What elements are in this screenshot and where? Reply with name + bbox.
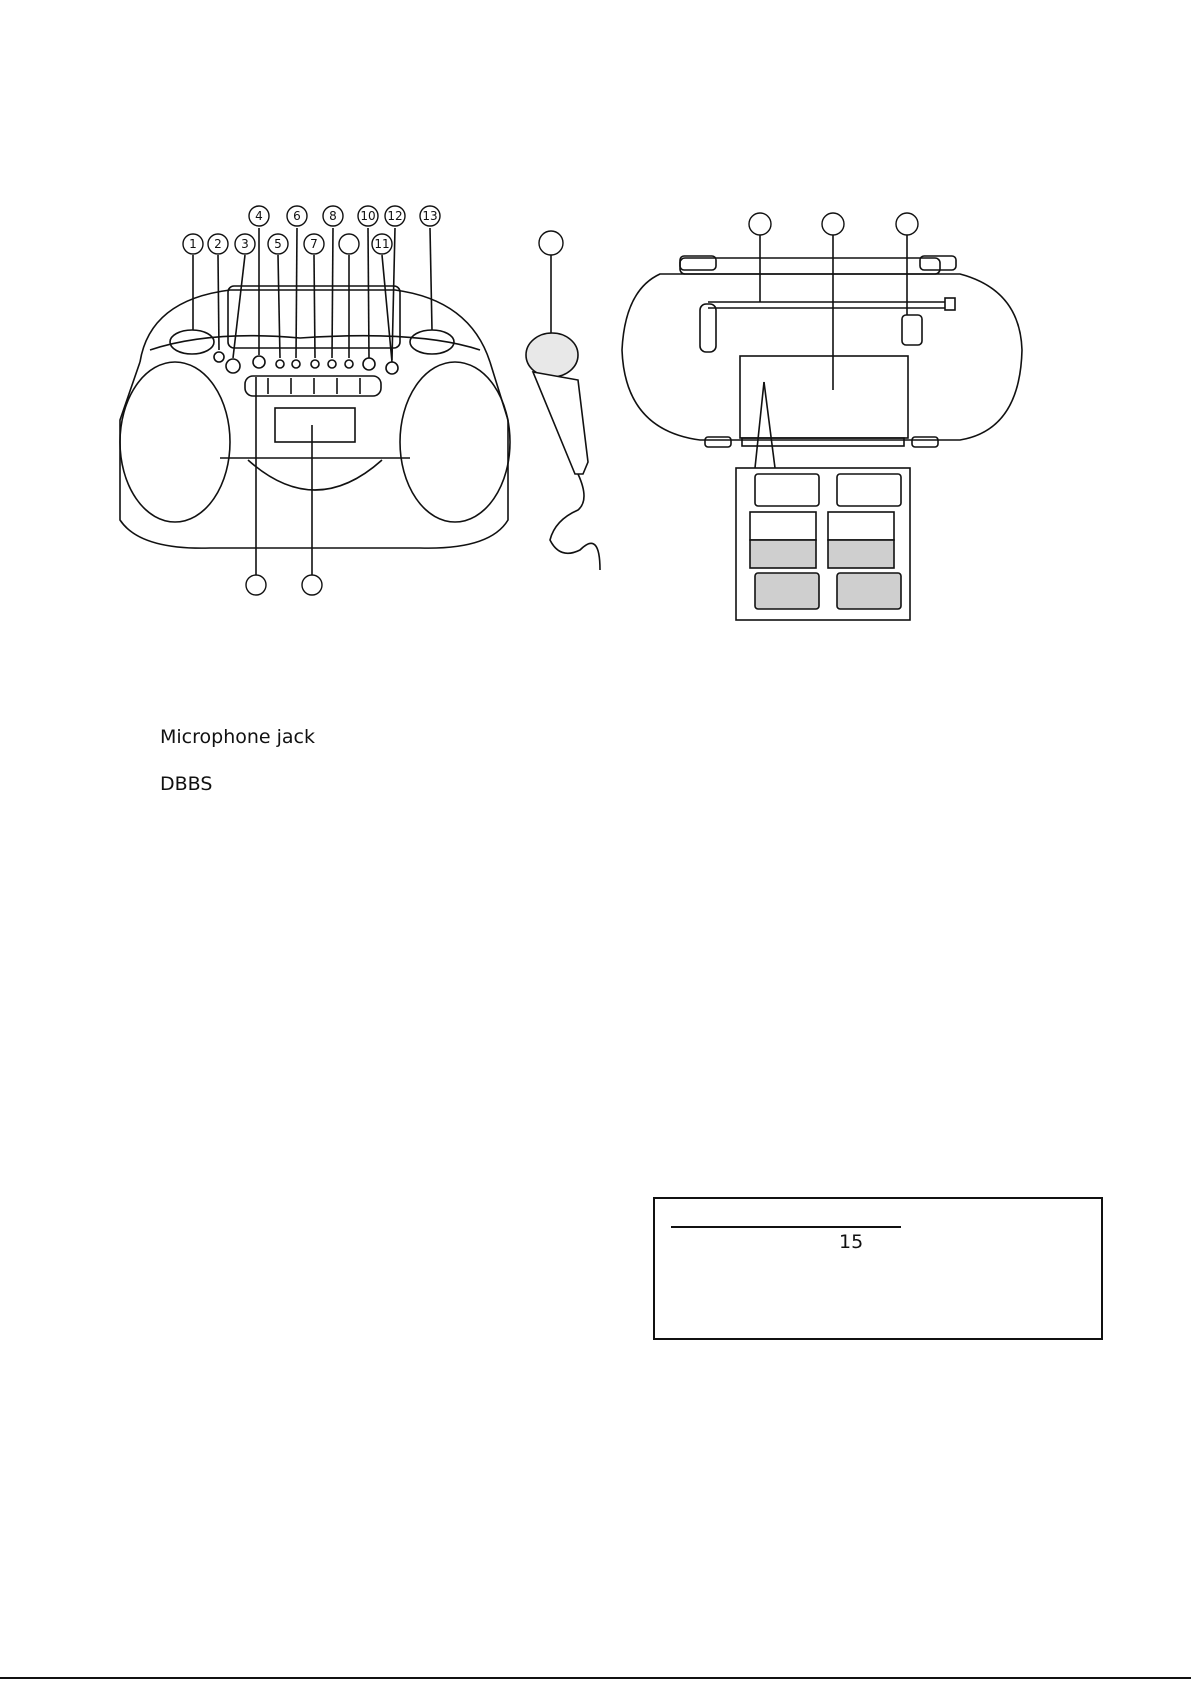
- boombox-back-view: [622, 228, 1022, 468]
- note-number: 15: [839, 1231, 864, 1253]
- left-speaker: [120, 362, 230, 522]
- callout-6: 6: [293, 209, 301, 223]
- callout-3: 3: [241, 237, 249, 251]
- callout-1: 1: [189, 237, 197, 251]
- note-box: [653, 1197, 1103, 1340]
- left-knob: [170, 330, 214, 354]
- footer-rule: [0, 1677, 1191, 1679]
- part-label-microphone-jack: Microphone jack: [160, 726, 316, 748]
- callout-7: 7: [310, 237, 318, 251]
- callout-2: 2: [214, 237, 222, 251]
- control-buttons: [214, 352, 398, 374]
- part-label-dbbs: DBBS: [160, 773, 213, 795]
- note-rule: [671, 1226, 901, 1228]
- callout-12: 12: [387, 209, 403, 223]
- callout-8: 8: [329, 209, 337, 223]
- microphone: [526, 255, 600, 570]
- callout-5: 5: [274, 237, 282, 251]
- battery-diagram: [736, 468, 910, 620]
- callout-4: 4: [255, 209, 263, 223]
- product-illustration: [0, 0, 1191, 640]
- callout-10: 10: [360, 209, 376, 223]
- callout-11: 11: [374, 237, 390, 251]
- callout-13: 13: [422, 209, 438, 223]
- right-speaker: [400, 362, 510, 522]
- lcd-display: [275, 408, 355, 442]
